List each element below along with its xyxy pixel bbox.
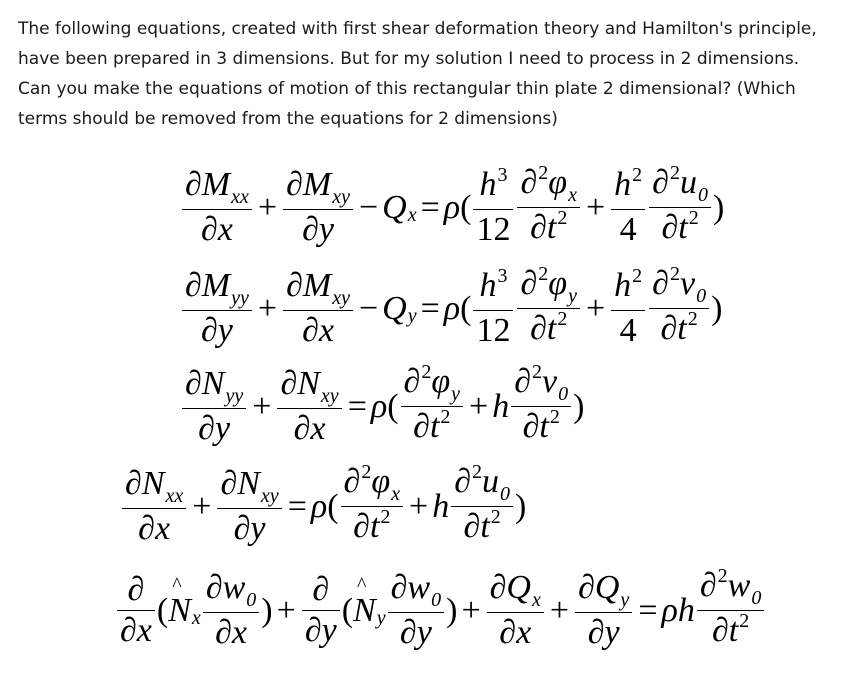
equation-1: $\frac{\partial M_{xx}}{\partial x}$ + $\frac{\partial M_{xy}}{\partial y}$ − Q x = ρ ( $\frac{h^3}{12}$ $\frac{\partial^2\varphi_x}{\partial t^2}$ + $\frac{h^2}{4}$ $\frac{\partial^2u_0}{\partial t^2}$ ) (180, 165, 724, 250)
question-line-2: have been prepared in 3 dimensions. But for my solution I need to process in 2 dimensions. (18, 49, 800, 69)
question-line-4: terms should be removed from the equations for 2 dimensions) (18, 109, 558, 129)
equation-3: $\frac{\partial N_{yy}}{\partial y}$ + $\frac{\partial N_{xy}}{\partial x}$ = ρ ( $\frac{\partial^2\varphi_y}{\partial t^2}$ + h $\frac{\partial^2v_0}{\partial t^2}$ ) (180, 364, 584, 449)
equation-5: $\frac{\partial}{\partial x}$ ( ^ N x $\frac{\partial w_0}{\partial x}$ ) + $\frac{\partial}{\partial y}$ ( ^ N y $\frac{\partial w_0}{\partial y}$ ) + $\frac{\partial Q_x}{\partial x}$ + $\frac{\partial Q_y}{\partial y}$ = ρh $\frac{\partial^2w_0}{\partial t^2}$ (115, 568, 766, 653)
question-line-1: The following equations, created with first shear deformation theory and Hamilton's principle, (18, 19, 817, 39)
equation-4: $\frac{\partial N_{xx}}{\partial x}$ + $\frac{\partial N_{xy}}{\partial y}$ = ρ ( $\frac{\partial^2\varphi_x}{\partial t^2}$ + h $\frac{\partial^2u_0}{\partial t^2}$ ) (120, 464, 526, 549)
question-line-3: Can you make the equations of motion of this rectangular thin plate 2 dimensional? (Which (18, 79, 796, 99)
equation-2: $\frac{\partial M_{yy}}{\partial y}$ + $\frac{\partial M_{xy}}{\partial x}$ − Q y = ρ ( $\frac{h^3}{12}$ $\frac{\partial^2\varphi_y}{\partial t^2}$ + $\frac{h^2}{4}$ $\frac{\partial^2v_0}{\partial t^2}$ ) (180, 266, 722, 351)
